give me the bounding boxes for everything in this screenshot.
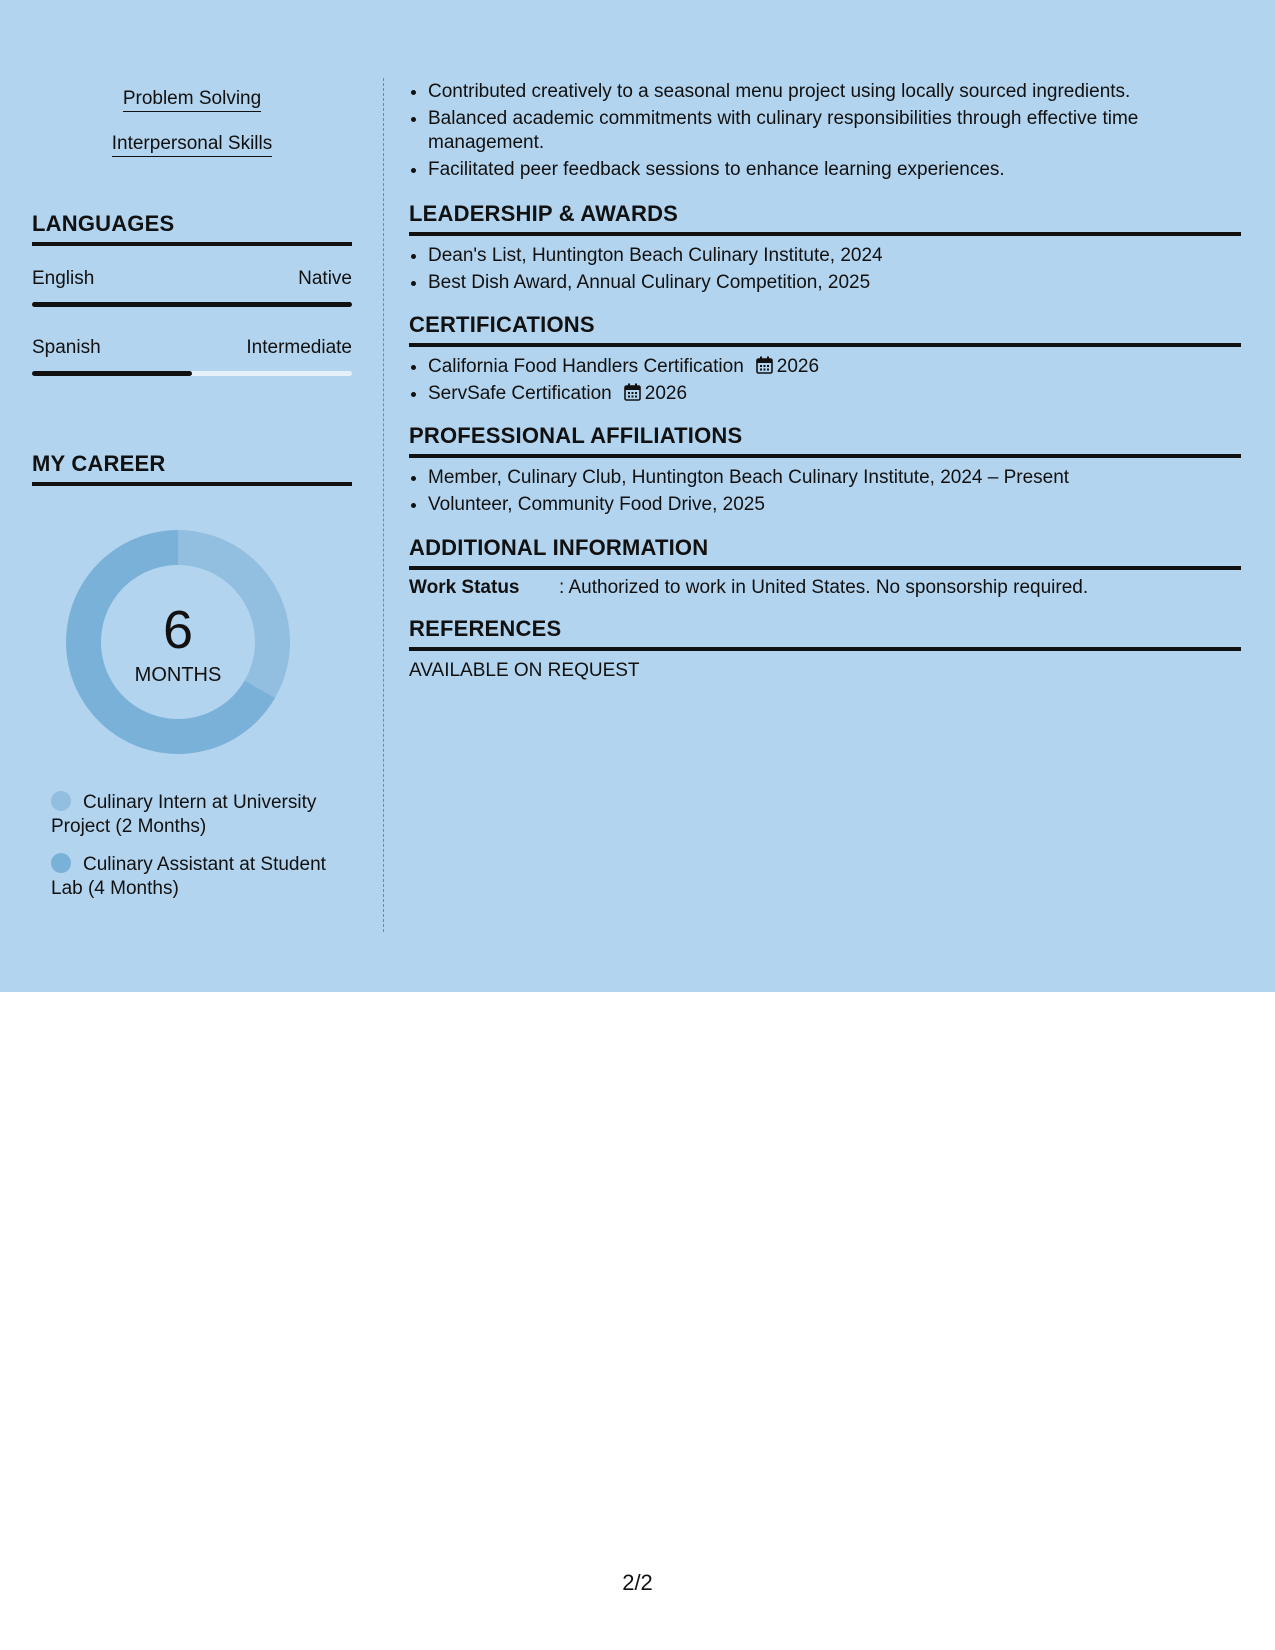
skill-item [32, 133, 352, 155]
language-bar-fill [32, 302, 352, 307]
language-level: Intermediate [246, 337, 352, 358]
language-name: Spanish [32, 337, 101, 358]
leadership-heading: LEADERSHIP & AWARDS [409, 201, 1241, 236]
work-status-row [409, 577, 1088, 599]
page-number: 2/2 [622, 1570, 653, 1595]
career-total-value: 6 [162, 600, 194, 660]
affiliations-list [409, 466, 1241, 520]
language-level: Native [298, 268, 352, 289]
list-item: • Contributed creatively to a seasonal menu project using locally sourced ingredients. [428, 80, 1241, 104]
language-bar-fill [32, 371, 192, 376]
calendar-icon [756, 356, 773, 374]
certifications-heading: CERTIFICATIONS [409, 312, 1241, 347]
list-item: • Facilitated peer feedback sessions to enhance learning experiences. [428, 158, 1241, 182]
list-item: • Balanced academic commitments with culinary responsibilities through effective time management. [428, 107, 1241, 155]
list-item [428, 355, 1241, 379]
list-item: • Member, Culinary Club, Huntington Beach Culinary Institute, 2024 – Present [428, 466, 1241, 490]
list-item: • Volunteer, Community Food Drive, 2025 [428, 493, 1241, 517]
certification-year: 2026 [776, 356, 820, 377]
certifications-list [409, 355, 1241, 409]
legend-label: Culinary Intern at University Project (2 Months) [51, 792, 317, 837]
language-bar [32, 371, 352, 376]
leadership-list [409, 244, 1241, 298]
list-item [428, 382, 1241, 406]
list-item: • Best Dish Award, Annual Culinary Competition, 2025 [428, 271, 1241, 295]
languages-heading: LANGUAGES [32, 211, 352, 246]
work-status-label: Work Status [409, 577, 520, 598]
affiliations-heading: PROFESSIONAL AFFILIATIONS [409, 423, 1241, 458]
column-divider [383, 78, 384, 932]
references-text: AVAILABLE ON REQUEST [409, 660, 640, 681]
work-status-value: : Authorized to work in United States. No sponsorship required. [559, 577, 1089, 598]
certification-year: 2026 [644, 383, 688, 404]
experience-bullets [409, 80, 1241, 185]
certification-name: California Food Handlers Certification [428, 356, 744, 377]
skill-label: Problem Solving [123, 88, 261, 112]
legend-dot [51, 791, 71, 811]
certification-name: ServSafe Certification [428, 383, 612, 404]
career-legend-item [51, 853, 341, 901]
career-legend-item [51, 791, 341, 839]
references-heading: REFERENCES [409, 616, 1241, 651]
career-total-unit: MONTHS [134, 664, 222, 686]
career-heading: MY CAREER [32, 451, 352, 486]
skill-item [32, 88, 352, 110]
legend-dot [51, 853, 71, 873]
list-item: • Dean's List, Huntington Beach Culinary Institute, 2024 [428, 244, 1241, 268]
skill-label: Interpersonal Skills [112, 133, 273, 157]
calendar-icon [624, 383, 641, 401]
additional-info-heading: ADDITIONAL INFORMATION [409, 535, 1241, 570]
language-name: English [32, 268, 95, 289]
legend-label: Culinary Assistant at Student Lab (4 Months) [51, 854, 326, 899]
language-bar [32, 302, 352, 307]
